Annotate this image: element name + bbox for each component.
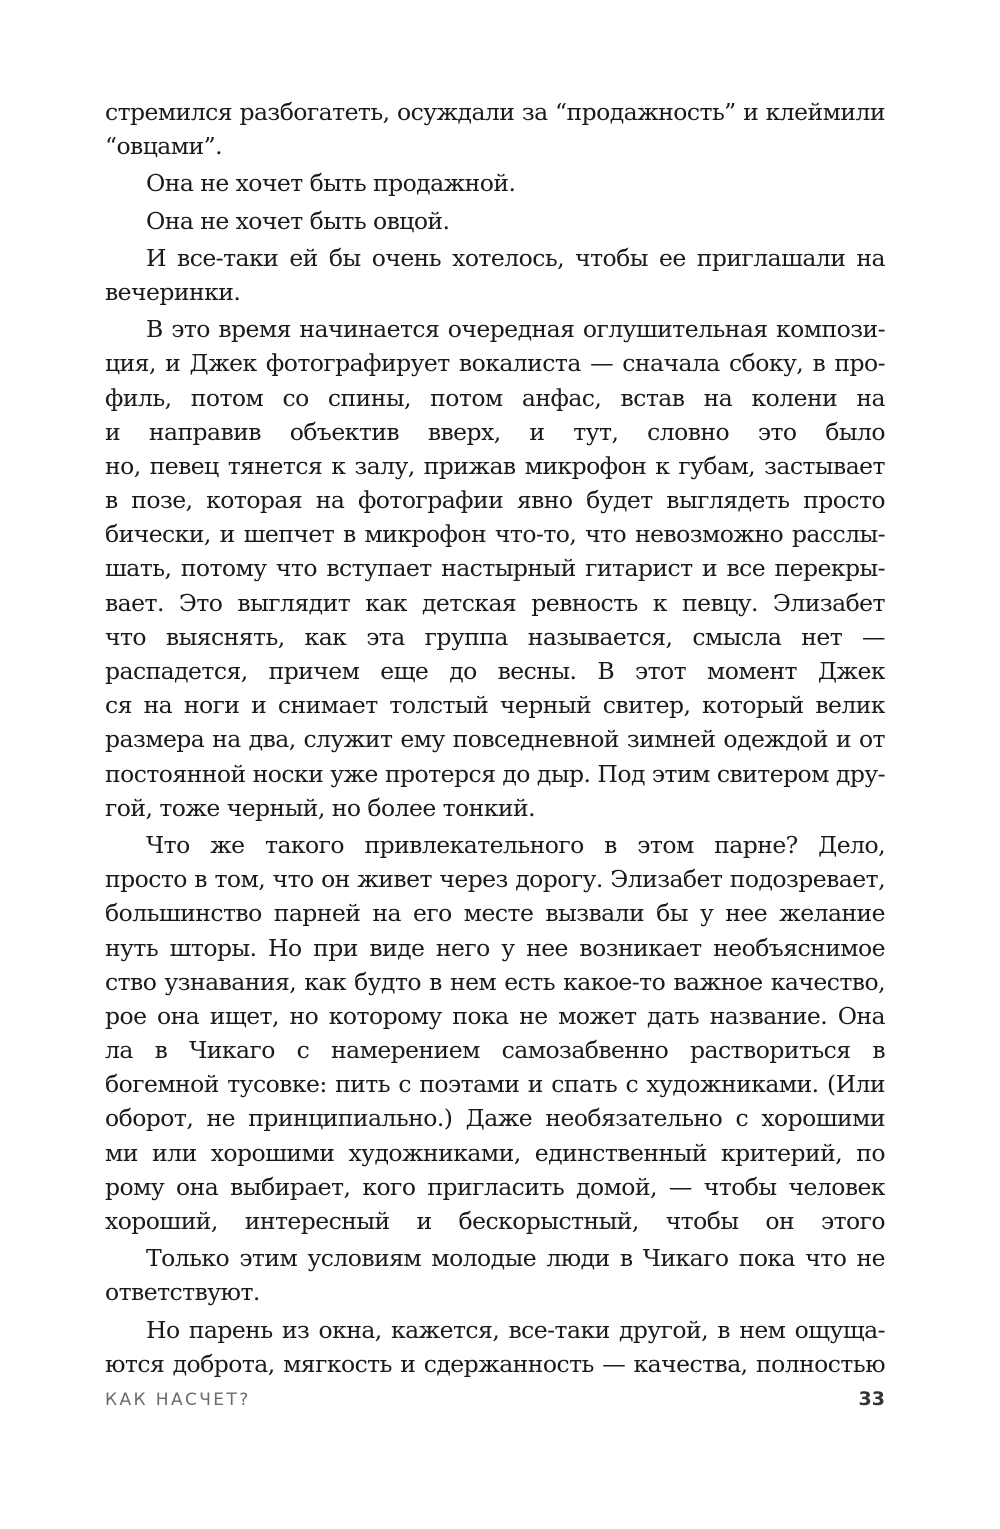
text-line: что выяснять, как эта группа называется, смысла нет —: [105, 622, 885, 651]
text-line: ла в Чикаго с намерением самозабвенно раствориться в: [105, 1036, 885, 1065]
text-line: богемной тусовке: пить с поэтами и спать с художниками. (Или: [105, 1070, 885, 1099]
text-line: вает. Это выглядит как детская ревность к певцу. Элизабет: [105, 588, 885, 617]
text-line: бически, и шепчет в микрофон что-то, что невозможно расслы-: [105, 520, 885, 549]
text-line: но, певец тянется к залу, прижав микрофон к губам, застывает: [105, 451, 885, 480]
text-line: Но парень из окна, кажется, все-таки другой, в нем ощуща-: [146, 1315, 885, 1344]
text-line: ся на ноги и снимает толстый черный свитер, который велик: [105, 691, 885, 720]
text-line: стремился разбогатеть, осуждали за “продажность” и клеймили: [105, 98, 885, 126]
text-line: ция, и Джек фотографирует вокалиста — сначала сбоку, в про-: [105, 349, 885, 378]
text-line: ми или хорошими художниками, единственный критерий, по: [105, 1138, 885, 1167]
text-line: хороший, интересный и бескорыстный, чтобы он этого: [105, 1207, 885, 1235]
text-line: размера на два, служит ему повседневной зимней одеждой и от: [105, 725, 885, 754]
text-line: Что же такого привлекательного в этом парне? Дело,: [146, 830, 885, 859]
text-line: оборот, не принципиально.) Даже необязательно с хорошими: [105, 1104, 885, 1133]
text-line: шать, потому что вступает настырный гитарист и все перекры-: [105, 554, 885, 583]
text-line: и направив объектив вверх, и тут, словно это было: [105, 417, 885, 446]
text-line: ство узнавания, как будто в нем есть какое-то важное качество,: [105, 967, 885, 996]
text-line: большинство парней на его месте вызвали бы у нее желание: [105, 899, 885, 928]
text-line: постоянной носки уже протерся до дыр. Под этим свитером дру-: [105, 759, 885, 788]
text-line: В это время начинается очередная оглушительная компози-: [146, 315, 885, 344]
text-line: рому она выбирает, кого пригласить домой, — чтобы человек: [105, 1172, 885, 1201]
text-line: Она не хочет быть продажной.: [146, 169, 516, 198]
body-text: [105, 95, 885, 1381]
text-line: нуть шторы. Но при виде него у нее возникает необъяснимое: [105, 933, 885, 962]
text-line: Она не хочет быть овцой.: [146, 206, 450, 235]
text-line: ответствуют.: [105, 1278, 260, 1307]
text-line: вечеринки.: [105, 277, 241, 306]
text-line: рое она ищет, но которому пока не может дать название. Она: [105, 1001, 885, 1030]
text-line: ются доброта, мягкость и сдержанность — качества, полностью: [105, 1349, 885, 1378]
text-line: И все-таки ей бы очень хотелось, чтобы ее приглашали на: [146, 243, 885, 272]
text-line: распадется, причем еще до весны. В этот момент Джек: [105, 657, 885, 685]
text-line: “овцами”.: [105, 132, 222, 161]
text-line: просто в том, что он живет через дорогу. Элизабет подозревает,: [105, 865, 885, 894]
page-footer: [105, 1390, 885, 1420]
text-line: гой, тоже черный, но более тонкий.: [105, 793, 536, 822]
text-line: филь, потом со спины, потом анфас, встав на колени на: [105, 383, 885, 412]
running-title: КАК НАСЧЕТ?: [105, 1390, 251, 1410]
page-number: 33: [858, 1388, 885, 1410]
text-line: в позе, которая на фотографии явно будет выглядеть просто: [105, 486, 885, 515]
text-line: Только этим условиям молодые люди в Чикаго пока что не: [146, 1244, 885, 1273]
